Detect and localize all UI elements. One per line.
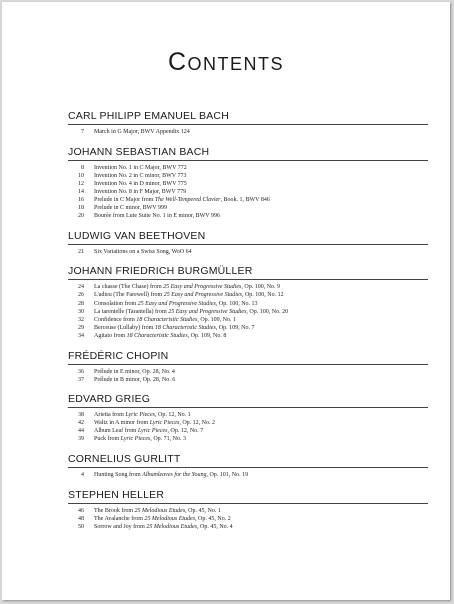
composer-heading: JOHANN FRIEDRICH BURGMÜLLER bbox=[68, 265, 428, 280]
piece-title-text: Prélude in E minor, Op. 28, No. 4 bbox=[94, 368, 175, 375]
piece-title-text: , Op. 45, No. 4 bbox=[197, 523, 233, 530]
piece-title-text: , Op. 45, No. 2 bbox=[195, 515, 231, 522]
page-number: 7 bbox=[81, 129, 84, 135]
piece-title bbox=[94, 204, 167, 212]
toc-entry bbox=[68, 204, 428, 212]
page-number: 18 bbox=[78, 205, 84, 212]
toc-entry bbox=[68, 419, 428, 427]
collection-title: 25 Melodious Etudes bbox=[146, 523, 197, 530]
toc-entry bbox=[68, 164, 428, 172]
piece-title bbox=[94, 212, 220, 220]
piece-title bbox=[94, 435, 186, 443]
toc-entry bbox=[68, 180, 428, 188]
piece-title-text: Invention No. 1 in C Major, BWV 772 bbox=[94, 164, 187, 171]
toc-entry bbox=[68, 471, 428, 479]
piece-title-text: The Avalanche from bbox=[94, 515, 145, 522]
page-number: 42 bbox=[78, 420, 84, 427]
page-number: 44 bbox=[78, 428, 84, 435]
toc-entry bbox=[68, 308, 428, 316]
toc-entry bbox=[68, 248, 428, 256]
composer-heading: EDVARD GRIEG bbox=[68, 393, 428, 408]
piece-title-text: , Op. 12, No. 2 bbox=[179, 420, 216, 427]
page-number: 14 bbox=[78, 188, 84, 195]
collection-title: 25 Melodious Etudes bbox=[134, 507, 186, 514]
piece-title-text: Bourée from Lute Suite No. 1 in E minor, BWV 996 bbox=[94, 213, 220, 220]
toc-section bbox=[68, 393, 428, 443]
page-number: 37 bbox=[78, 376, 84, 383]
page-number: 16 bbox=[78, 196, 84, 203]
composer-heading: CORNELIUS GURLITT bbox=[68, 453, 428, 468]
collection-title: 18 Characteristic Studies bbox=[154, 324, 216, 331]
piece-title bbox=[94, 164, 187, 172]
toc-section bbox=[68, 350, 428, 384]
composer-heading: CARL PHILIPP EMANUEL BACH bbox=[68, 110, 428, 125]
toc-section bbox=[68, 453, 428, 479]
piece-title-text: , Op. 100, No. 13 bbox=[215, 300, 258, 307]
piece-title bbox=[94, 523, 233, 531]
page-number: 29 bbox=[78, 324, 84, 331]
piece-title-text: March in G Major, BWV Appendix 124 bbox=[94, 129, 190, 135]
piece-title-text: , Op. 12, No. 7 bbox=[167, 428, 204, 435]
document-page bbox=[2, 2, 450, 600]
piece-title-text: Prelude in C minor, BWV 999 bbox=[94, 205, 167, 212]
toc-entry bbox=[68, 435, 428, 443]
toc-entry bbox=[68, 188, 428, 196]
page-number: 39 bbox=[78, 436, 84, 443]
toc-entry bbox=[68, 515, 428, 523]
collection-title: Lyric Pieces bbox=[120, 436, 151, 443]
page-title: Contents bbox=[167, 48, 285, 76]
piece-title-text: Invention No. 4 in D minor, BWV 775 bbox=[94, 180, 187, 187]
piece-title bbox=[94, 368, 175, 376]
piece-title-text: Sorrow and Joy from bbox=[94, 523, 147, 530]
page-number: 10 bbox=[78, 172, 84, 179]
toc-section bbox=[68, 489, 428, 531]
composer-heading: LUDWIG VAN BEETHOVEN bbox=[68, 230, 428, 245]
toc-section bbox=[68, 265, 428, 340]
collection-title: 25 Easy and Progressive Studies bbox=[163, 284, 242, 291]
piece-title bbox=[94, 196, 270, 204]
toc-entry bbox=[68, 128, 428, 136]
piece-title-text: Waltz in A minor from bbox=[94, 420, 150, 427]
piece-title bbox=[94, 332, 226, 340]
page-number: 12 bbox=[78, 180, 84, 187]
piece-title bbox=[94, 419, 215, 427]
piece-title-text: Prelude in C Major from bbox=[94, 196, 155, 203]
piece-title bbox=[94, 316, 236, 324]
piece-title bbox=[94, 248, 192, 256]
toc-section bbox=[68, 230, 428, 256]
toc-entry bbox=[68, 411, 428, 419]
piece-title bbox=[94, 172, 186, 180]
piece-title-text: Invention No. 2 in C minor, BWV 773 bbox=[94, 172, 187, 179]
page-number: 46 bbox=[78, 507, 84, 514]
page-number: 26 bbox=[78, 292, 84, 299]
piece-title-text: The Brook from bbox=[94, 507, 135, 514]
piece-title-text: La tarentelle (Tarantella) from bbox=[94, 308, 169, 315]
piece-title-text: Invention No. 8 in F Major, BWV 779 bbox=[94, 188, 187, 195]
collection-title: Lyric Pieces bbox=[125, 412, 155, 419]
piece-title bbox=[94, 427, 203, 435]
piece-title bbox=[94, 291, 284, 299]
piece-title-text: La chasse (The Chase) from bbox=[94, 284, 164, 291]
toc-entry bbox=[68, 332, 428, 340]
page-number: 36 bbox=[78, 368, 84, 375]
collection-title: 25 Easy and Progressive Studies bbox=[163, 292, 242, 299]
piece-title-text: Hunting Song from bbox=[94, 472, 143, 479]
composer-heading: STEPHEN HELLER bbox=[68, 489, 428, 504]
piece-title-text: , Op. 109, No. 7 bbox=[215, 324, 255, 331]
toc-entry bbox=[68, 291, 428, 299]
piece-title-text: L'adieu (The Farewell) from bbox=[94, 292, 164, 299]
toc-section bbox=[68, 110, 428, 136]
collection-title: The Well-Tempered Clavier bbox=[154, 196, 221, 203]
page-number: 8 bbox=[81, 164, 84, 171]
toc-entry bbox=[68, 196, 428, 204]
toc-entry bbox=[68, 172, 428, 180]
piece-title-text: Berceuse (Lullaby) from bbox=[94, 324, 155, 331]
page-number: 48 bbox=[78, 515, 84, 522]
piece-title bbox=[94, 324, 254, 332]
collection-title: 18 Characteristic Studies bbox=[126, 332, 188, 339]
toc-entry bbox=[68, 212, 428, 220]
page-number: 24 bbox=[78, 284, 84, 291]
piece-title-text: Prélude in B minor, Op. 28, No. 6 bbox=[94, 376, 176, 383]
piece-title-text: , Op. 100, No. 9 bbox=[241, 284, 281, 291]
piece-title bbox=[94, 128, 190, 136]
piece-title bbox=[94, 507, 221, 515]
page-number: 28 bbox=[78, 300, 84, 307]
table-of-contents bbox=[68, 110, 428, 540]
piece-title-text: , Op. 45, No. 1 bbox=[185, 507, 221, 514]
piece-title-text: , Op. 101, No. 19 bbox=[206, 472, 249, 479]
piece-title-text: , Op. 109, No. 8 bbox=[187, 332, 227, 339]
collection-title: 25 Easy and Progressive Studies bbox=[168, 308, 247, 315]
composer-heading: JOHANN SEBASTIAN BACH bbox=[68, 146, 428, 161]
collection-title: Albumleaves for the Young bbox=[142, 472, 207, 479]
piece-title-text: , Op. 71, No. 3 bbox=[150, 436, 186, 443]
piece-title-text: , Op. 109, No. 1 bbox=[197, 316, 236, 323]
composer-heading: FRÉDÉRIC CHOPIN bbox=[68, 350, 428, 365]
piece-title-text: Album Leaf from bbox=[94, 428, 138, 435]
collection-title: Lyric Pieces bbox=[137, 428, 168, 435]
piece-title-text: , Book. 1, BWV 846 bbox=[220, 196, 270, 203]
piece-title-text: , Op. 100, No. 20 bbox=[246, 308, 289, 315]
collection-title: 25 Melodious Etudes bbox=[144, 515, 196, 522]
piece-title-text: , Op. 12, No. 1 bbox=[154, 412, 191, 419]
toc-entry bbox=[68, 507, 428, 515]
piece-title bbox=[94, 283, 280, 291]
piece-title-text: Agitato from bbox=[94, 332, 127, 339]
toc-entry bbox=[68, 376, 428, 384]
toc-entry bbox=[68, 368, 428, 376]
piece-title-text: , Op. 100, No. 12 bbox=[241, 292, 284, 299]
collection-title: 18 Characteristic Studies bbox=[136, 316, 198, 323]
toc-entry bbox=[68, 523, 428, 531]
piece-title-text: Consolation from bbox=[94, 300, 138, 307]
piece-title-text: Six Variations on a Swiss Song, WoO 64 bbox=[94, 248, 192, 255]
toc-section bbox=[68, 146, 428, 221]
toc-entry bbox=[68, 300, 428, 308]
toc-entry bbox=[68, 427, 428, 435]
page-number: 4 bbox=[81, 472, 84, 479]
piece-title bbox=[94, 515, 231, 523]
page-number: 34 bbox=[78, 332, 84, 339]
page-number: 20 bbox=[78, 213, 84, 220]
page-number: 38 bbox=[78, 412, 84, 419]
toc-entry bbox=[68, 324, 428, 332]
collection-title: Lyric Pieces bbox=[149, 420, 180, 427]
piece-title-text: Puck from bbox=[94, 436, 121, 443]
piece-title bbox=[94, 308, 288, 316]
piece-title bbox=[94, 411, 191, 419]
piece-title bbox=[94, 376, 175, 384]
piece-title bbox=[94, 188, 186, 196]
page-number: 32 bbox=[78, 316, 84, 323]
page-number: 30 bbox=[78, 308, 84, 315]
page-number: 50 bbox=[78, 523, 84, 530]
piece-title bbox=[94, 300, 258, 308]
toc-entry bbox=[68, 283, 428, 291]
page-number: 21 bbox=[78, 248, 84, 255]
piece-title-text: Confidence from bbox=[94, 316, 137, 323]
piece-title bbox=[94, 471, 248, 479]
piece-title bbox=[94, 180, 187, 188]
collection-title: 25 Easy and Progressive Studies bbox=[137, 300, 216, 307]
piece-title-text: Arietta from bbox=[94, 412, 126, 419]
toc-entry bbox=[68, 316, 428, 324]
